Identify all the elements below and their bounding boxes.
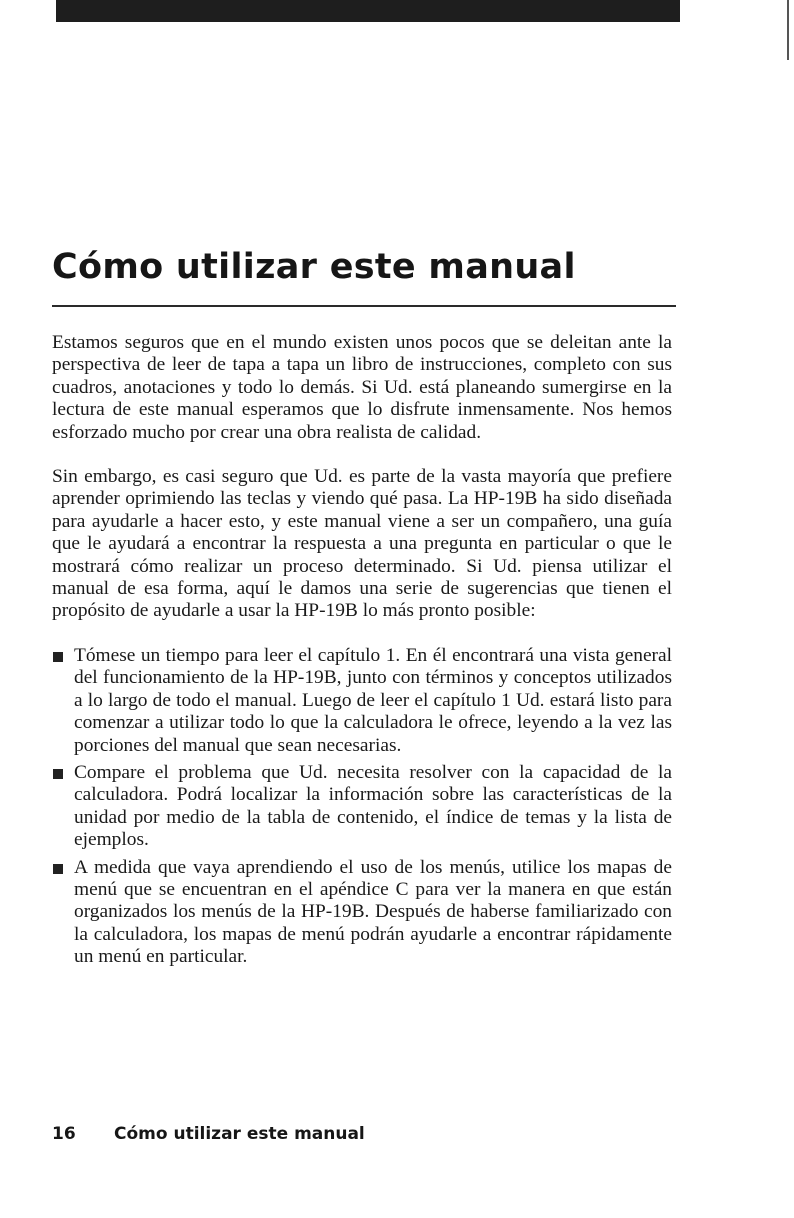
page-edge-line (787, 0, 789, 60)
page-number: 16 (52, 1124, 76, 1144)
body-text (52, 332, 672, 974)
suggestion-list (52, 645, 672, 969)
list-item-text: Compare el problema que Ud. necesita resolver con la capacidad de la calculadora. Podrá localizar la información sobre las características de la unidad por medio de la tabla de contenido, el índice de temas y la lista de ejemplos. (74, 761, 672, 851)
suggestions-paragraph: Sin embargo, es casi seguro que Ud. es parte de la vasta mayoría que prefiere aprender oprimiendo las teclas y viendo qué pasa. La HP-19B ha sido diseñada para ayudarle a hacer esto, y este manual viene a ser un compañero, una guía que le ayudará a encontrar la respuesta a una pregunta en particular o que le mostrará cómo realizar un proceso determinado. Si Ud. piensa utilizar el manual de esa forma, aquí le damos una serie de sugerencias que tienen el propósito de ayudarle a usar la HP-19B lo más pronto posible: (52, 466, 672, 622)
square-bullet-icon (53, 769, 63, 779)
page-footer (52, 1124, 365, 1144)
list-item-text: A medida que vaya aprendiendo el uso de los menús, utilice los mapas de menú que se encuentran en el apéndice C para ver la manera en que están organizados los menús de la HP-19B. Después de haberse familiarizado con la calculadora, los mapas de menú podrán ayudarle a encontrar rápidamente un menú en particular. (74, 856, 672, 968)
top-decorative-bar (56, 0, 680, 22)
page-title: Cómo utilizar este manual (52, 247, 576, 287)
running-title: Cómo utilizar este manual (114, 1124, 365, 1144)
intro-paragraph: Estamos seguros que en el mundo existen unos pocos que se deleitan ante la perspectiva de leer de tapa a tapa un libro de instrucciones, completo con sus cuadros, anotaciones y todo lo demás. Si Ud. está planeando sumergirse en la lectura de este manual esperamos que lo disfrute inmensamente. Nos hemos esforzado mucho por crear una obra realista de calidad. (52, 332, 672, 443)
list-item (52, 645, 672, 757)
square-bullet-icon (53, 864, 63, 874)
title-underline-rule (52, 305, 676, 307)
list-item (52, 857, 672, 969)
list-item (52, 762, 672, 852)
square-bullet-icon (53, 652, 63, 662)
list-item-text: Tómese un tiempo para leer el capítulo 1. En él encontrará una vista general del funcionamiento de la HP-19B, junto con términos y conceptos utilizados a lo largo de todo el manual. Luego de leer el capítulo 1 Ud. estará listo para comenzar a utilizar todo lo que la calculadora le ofrece, leyendo a la vez las porciones del manual que sean necesarias. (74, 644, 672, 756)
